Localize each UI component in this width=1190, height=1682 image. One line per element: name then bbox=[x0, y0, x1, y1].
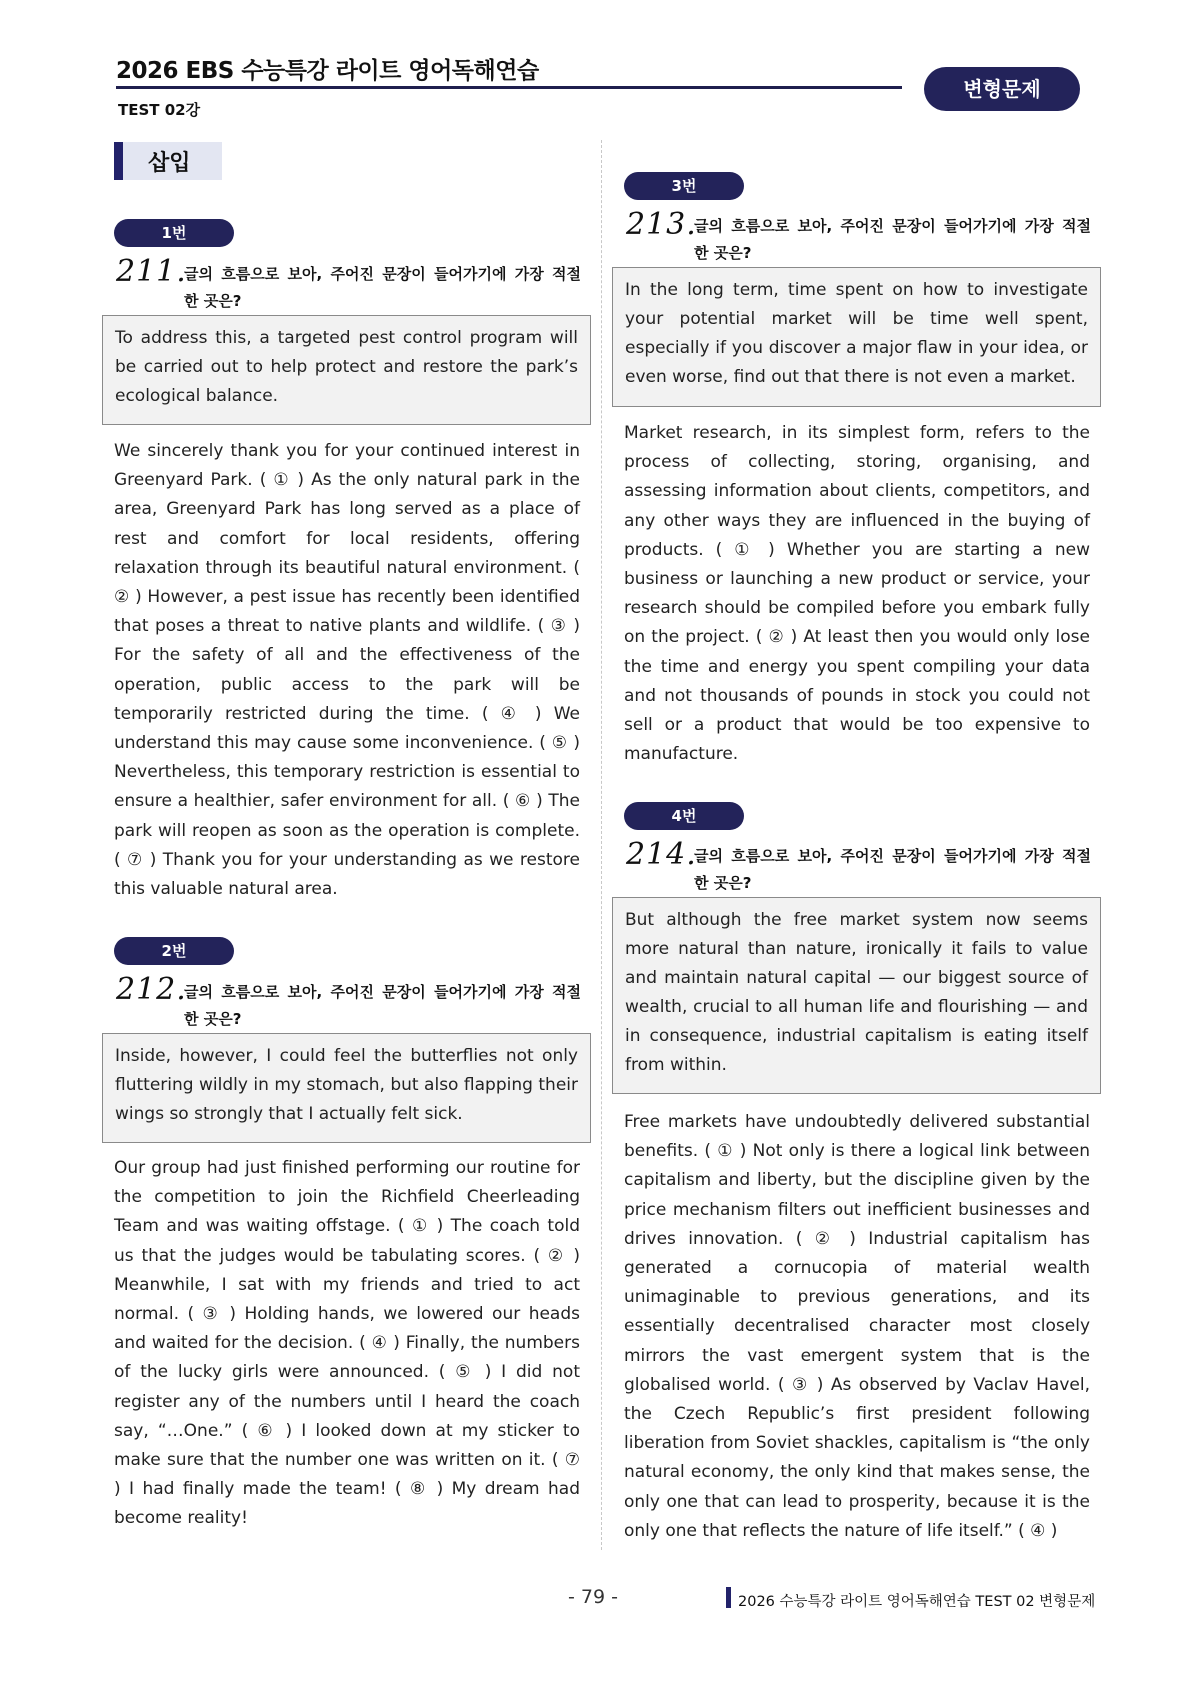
test-label: TEST 02강 bbox=[118, 101, 201, 119]
page-number: - 79 - bbox=[568, 1586, 618, 1608]
question-prompt-214: 글의 흐름으로 보아, 주어진 문장이 들어가기에 가장 적절 bbox=[694, 847, 1091, 865]
question-pill-3: 3번 bbox=[624, 172, 744, 200]
footer-bar bbox=[726, 1587, 731, 1608]
question-number-213: 213. bbox=[626, 207, 697, 242]
header-divider bbox=[116, 86, 902, 89]
given-sentence-box-213: In the long term, time spent on how to investigate your potential market will be time well spent, especially if you discover a major flaw in your idea, or even worse, find out that there is not even a market. bbox=[612, 267, 1101, 407]
question-prompt-212-line2: 한 곳은? bbox=[184, 1010, 242, 1028]
variant-badge: 변형문제 bbox=[924, 67, 1080, 111]
passage-213: Market research, in its simplest form, refers to the process of collecting, storing, organising, and assessing information about clients, competitors, and any other ways they are influenced in the buying of products. ( ① ) Whether you are starting a new business or launching a new product or service, your research should be compiled before you embark fully on the project. ( ② ) At least then you would only lose the time and energy you spent compiling your data and not thousands of pounds in stock you could not sell or a product that would be too expensive to manufacture. bbox=[624, 423, 1090, 765]
question-number-211: 211. bbox=[116, 254, 187, 289]
section-title-text: 삽입 bbox=[148, 150, 191, 176]
section-title bbox=[114, 142, 222, 180]
question-prompt-212: 글의 흐름으로 보아, 주어진 문장이 들어가기에 가장 적절 bbox=[184, 983, 581, 1001]
question-prompt-213-line2: 한 곳은? bbox=[694, 244, 752, 262]
section-title-bar bbox=[114, 142, 123, 180]
question-number-212: 212. bbox=[116, 972, 187, 1007]
question-pill-4: 4번 bbox=[624, 802, 744, 830]
given-sentence-box-211: To address this, a targeted pest control program will be carried out to help protect and restore the park’s ecological balance. bbox=[102, 315, 591, 425]
question-number-214: 214. bbox=[626, 837, 697, 872]
column-divider bbox=[601, 140, 602, 1550]
passage-211: We sincerely thank you for your continued interest in Greenyard Park. ( ① ) As the only natural park in the area, Greenyard Park has long served as a place of rest and comfort for local residents, offering relaxation through its beautiful natural environment. ( ② ) However, a pest issue has recently been identified that poses a threat to native plants and wildlife. ( ③ ) For the safety of all and the effectiveness of the operation, public access to the park will be temporarily restricted during the time. ( ④ ) We understand this may cause some inconvenience. ( ⑤ ) Nevertheless, this temporary restriction is essential to ensure a healthier, safer environment for all. ( ⑥ ) The park will reopen as soon as the operation is complete. ( ⑦ ) Thank you for your understanding as we restore this valuable natural area. bbox=[114, 441, 580, 900]
question-pill-1: 1번 bbox=[114, 219, 234, 247]
question-prompt-214-line2: 한 곳은? bbox=[694, 874, 752, 892]
page-header-title: 2026 EBS 수능특강 라이트 영어독해연습 bbox=[116, 58, 539, 84]
passage-214: Free markets have undoubtedly delivered substantial benefits. ( ① ) Not only is there a logical link between capitalism and liberty, but the discipline given by the price mechanism filters out inefficient businesses and drives innovation. ( ② ) Industrial capitalism has generated a cornucopia of material wealth unimaginable to previous generations, and its essentially decentralised character most closely mirrors the vast emergent system that is the globalised world. ( ③ ) As observed by Vaclav Havel, the Czech Republic’s first president following liberation from Soviet shackles, capitalism is “the only natural economy, the only kind that makes sense, the only one that can lead to prosperity, because it is the only one that reflects the nature of life itself.” ( ④ ) bbox=[624, 1112, 1090, 1541]
question-prompt-211-line2: 한 곳은? bbox=[184, 292, 242, 310]
passage-212: Our group had just finished performing our routine for the competition to join the Richfield Cheerleading Team and was waiting offstage. ( ① ) The coach told us that the judges would be tabulating scores. ( ② ) Meanwhile, I sat with my friends and tried to act normal. ( ③ ) Holding hands, we lowered our heads and waited for the decision. ( ④ ) Finally, the numbers of the lucky girls were announced. ( ⑤ ) I did not register any of the numbers until I heard the coach say, “…One.” ( ⑥ ) I looked down at my sticker to make sure that the number one was written on it. ( ⑦ ) I had finally made the team! ( ⑧ ) My dream had become reality! bbox=[114, 1158, 580, 1529]
question-prompt-211: 글의 흐름으로 보아, 주어진 문장이 들어가기에 가장 적절 bbox=[184, 265, 581, 283]
question-prompt-213: 글의 흐름으로 보아, 주어진 문장이 들어가기에 가장 적절 bbox=[694, 217, 1091, 235]
question-pill-2: 2번 bbox=[114, 937, 234, 965]
given-sentence-box-212: Inside, however, I could feel the butterflies not only fluttering wildly in my stomach, but also flapping their wings so strongly that I actually felt sick. bbox=[102, 1033, 591, 1143]
footer-text: 2026 수능특강 라이트 영어독해연습 TEST 02 변형문제 bbox=[738, 1594, 1096, 1610]
given-sentence-box-214: But although the free market system now seems more natural than nature, ironically it fails to value and maintain natural capital — our biggest source of wealth, crucial to all human life and flourishing — and in consequence, industrial capitalism is eating itself from within. bbox=[612, 897, 1101, 1094]
